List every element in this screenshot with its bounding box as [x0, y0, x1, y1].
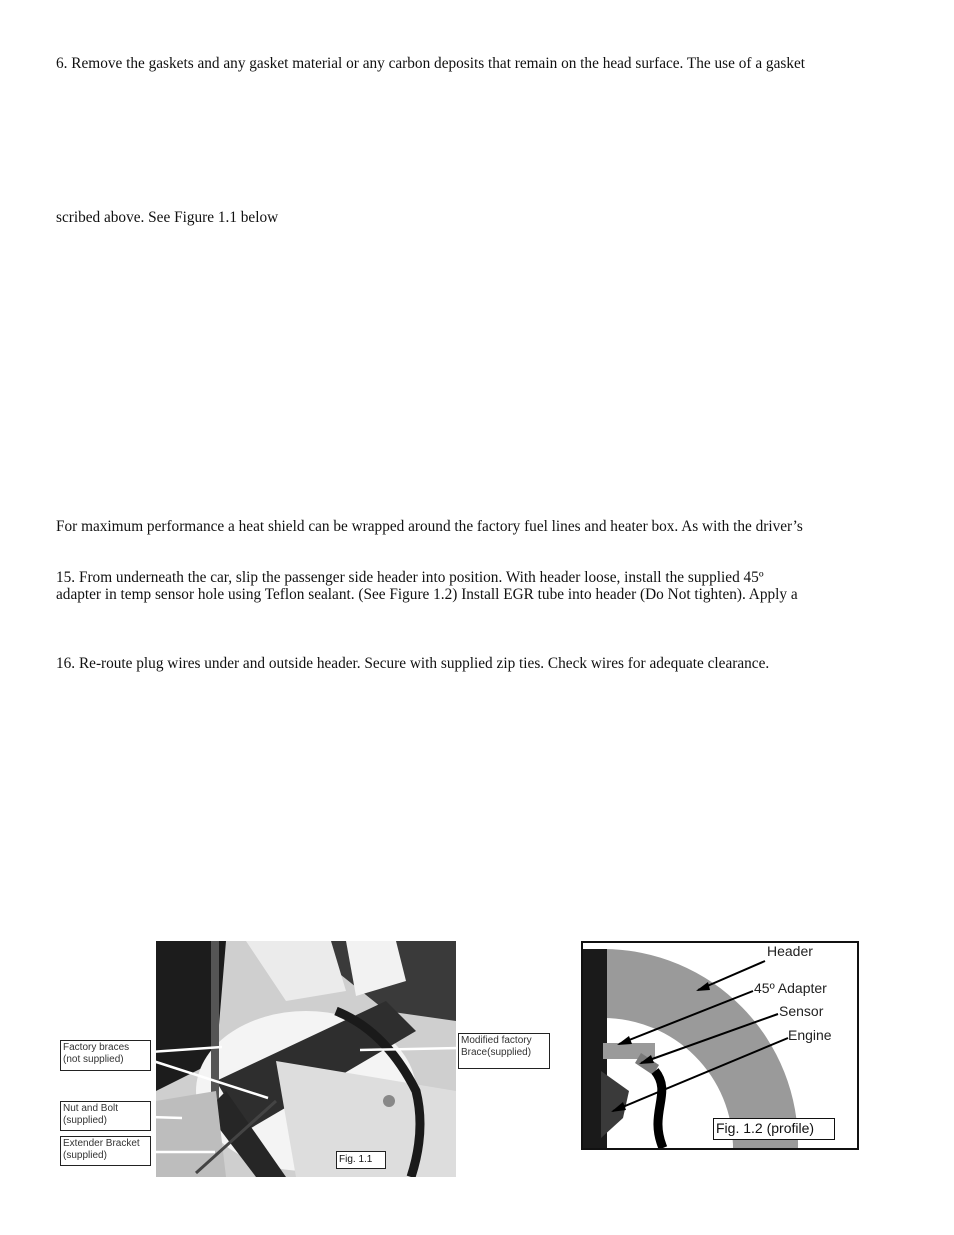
figure-1-2-caption: Fig. 1.2 (profile): [713, 1118, 835, 1140]
step-15-text-line-2: adapter in temp sensor hole using Teflon sealant. (See Figure 1.2) Install EGR tube into header (Do Not tighten). Apply a: [56, 586, 798, 603]
heat-shield-text: For maximum performance a heat shield can be wrapped around the factory fuel lines and heater box. As with the driver’s: [56, 518, 803, 535]
step-6-text-line-2: scribed above. See Figure 1.1 below: [56, 209, 279, 226]
engine-bay-illustration: [156, 941, 456, 1177]
callout-factory-braces: Factory braces (not supplied): [60, 1040, 151, 1071]
callout-extender-bracket: Extender Bracket (supplied): [60, 1136, 151, 1166]
label-sensor: Sensor: [779, 1003, 824, 1019]
callout-modified-factory-brace: Modified factory Brace(supplied): [458, 1033, 550, 1069]
label-45-adapter: 45º Adapter: [754, 980, 827, 996]
figure-1-1-photo: [156, 941, 456, 1177]
step-16-text: 16. Re-route plug wires under and outside header. Secure with supplied zip ties. Check wires for adequate clearance.: [56, 655, 770, 672]
label-header: Header: [767, 943, 813, 959]
figure-1-2-profile: [581, 941, 859, 1150]
figure-1-1-caption: Fig. 1.1: [336, 1151, 386, 1169]
step-6-text-line-1: 6. Remove the gaskets and any gasket material or any carbon deposits that remain on the head surface. The use of a gasket: [56, 55, 806, 72]
callout-nut-and-bolt: Nut and Bolt (supplied): [60, 1101, 151, 1131]
step-15-text-line-1: 15. From underneath the car, slip the passenger side header into position. With header loose, install the supplied 45º: [56, 569, 764, 586]
label-engine: Engine: [788, 1027, 832, 1043]
